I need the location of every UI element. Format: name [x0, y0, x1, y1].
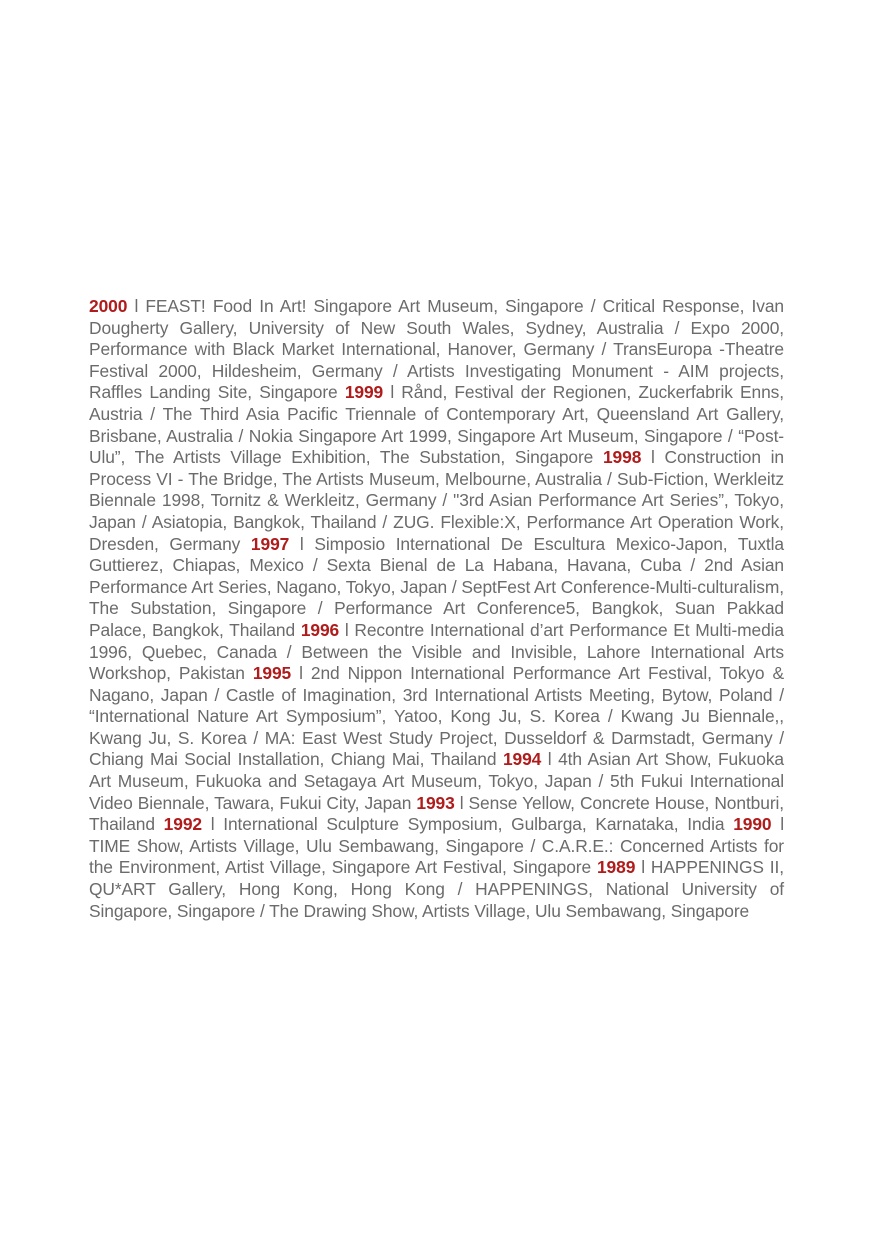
year-label: 1989 — [596, 857, 636, 878]
entry-text: l Sense Yellow, Concrete House, Nontburi, Thailand — [89, 792, 785, 835]
entry-text: l TIME Show, Artists Village, Ulu Sembawang, Singapore / C.A.R.E.: Concerned Artists for the Environment, Artist Village, Singapore Art Festival, Singapore — [89, 814, 784, 878]
year-label: 1997 — [250, 533, 290, 554]
entry-text: l Construction in Process VI - The Bridge, The Artists Museum, Melbourne, Australia / Sub-Fiction, Werkleitz Biennale 1998, Tornitz & Werkleitz, Germany / "3rd Asian Performance Art Series”, Tokyo, Japan / Asiatopia, Bangkok, Thailand / ZUG. Flexible:X, Performance Art Operation Work, Dresden, Germany — [89, 447, 784, 554]
entry-text: l Rånd, Festival der Regionen, Zuckerfabrik Enns, Austria / The Third Asia Pacific Triennale of Contemporary Art, Queensland Art Gallery, Brisbane, Australia / Nokia Singapore Art 1999, Singapore Art Museum, Singapore / “Post-Ulu”, The Artists Village Exhibition, The Substation, Singapore — [89, 382, 784, 468]
year-label: 1992 — [163, 814, 202, 835]
entry-text: l Recontre International d’art Performance Et Multi-media 1996, Quebec, Canada / Between the Visible and Invisible, Lahore International Arts Workshop, Pakistan — [89, 619, 785, 684]
entry-text: l HAPPENINGS II, QU*ART Gallery, Hong Kong, Hong Kong / HAPPENINGS, National University of Singapore, Singapore / The Drawing Show, Artists Village, Ulu Sembawang, Singapore — [89, 857, 785, 921]
year-label: 1994 — [502, 749, 542, 770]
entry-text: l 2nd Nippon International Performance Art Festival, Tokyo & Nagano, Japan / Castle of Imagination, 3rd International Artists Meeting, Bytow, Poland / “International Nature Art Symposium”, Yatoo, Kong Ju, S. Korea / Kwang Ju Biennale,, Kwang Ju, S. Korea / MA: East West Study Project, Dusseldorf & Darmstadt, Germany / Chiang Mai Social Installation, Chiang Mai, Thailand — [89, 663, 785, 770]
year-label: 1998 — [602, 447, 642, 468]
year-label: 2000 — [89, 296, 128, 316]
year-label: 1993 — [416, 792, 455, 813]
year-label: 1990 — [733, 814, 772, 835]
year-label: 1996 — [300, 619, 340, 640]
entry-text: l 4th Asian Art Show, Fukuoka Art Museum, Fukuoka and Setagaya Art Museum, Tokyo, Japan / 5th Fukui International Video Biennale, Tawara, Fukui City, Japan — [89, 749, 784, 813]
year-label: 1999 — [344, 382, 384, 403]
entry-text: l FEAST! Food In Art! Singapore Art Museum, Singapore / Critical Response, Ivan Dougherty Gallery, University of New South Wales, Sydney, Australia / Expo 2000, Performance with Black Market International, Hanover, Germany / TransEuropa -Theatre Festival 2000, Hildesheim, Germany / Artists Investigating Monument - AIM projects, Raffles Landing Site, Singapore — [89, 296, 784, 403]
entry-text: l International Sculpture Symposium, Gulbarga, Karnataka, India — [201, 814, 734, 835]
exhibition-history-paragraph — [89, 296, 784, 922]
entry-text: l Simposio International De Escultura Mexico-Japon, Tuxtla Guttierez, Chiapas, Mexico / Sexta Bienal de La Habana, Havana, Cuba / 2nd Asian Performance Art Series, Nagano, Tokyo, Japan / SeptFest Art Conference-Multi-culturalism, The Substation, Singapore / Performance Art Conference5, Bangkok, Suan Pakkad Palace, Bangkok, Thailand — [89, 533, 784, 640]
year-label: 1995 — [252, 663, 292, 684]
